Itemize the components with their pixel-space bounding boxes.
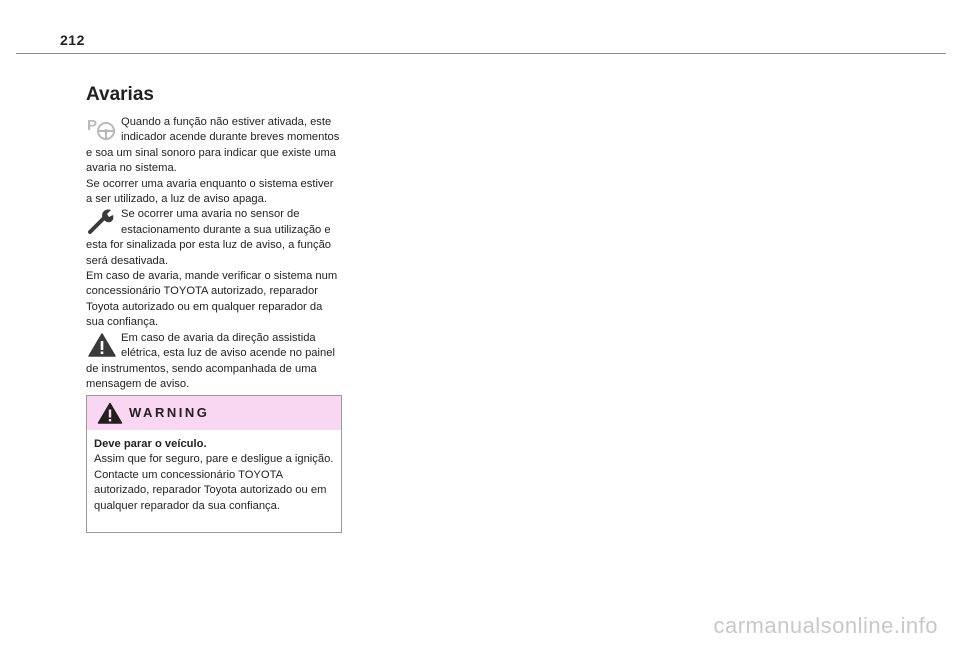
paragraph-text: Quando a função não estiver ativada, este indicador acende durante breves momentos e soa um sinal sonoro para indicar que existe uma avaria no sistema. — [86, 116, 340, 175]
warning-header — [87, 396, 341, 430]
warning-lead: Deve parar o veículo. — [94, 438, 207, 450]
header-divider — [16, 53, 946, 54]
paragraph-text: Em caso de avaria, mande verificar o sistema num concessionário TOYOTA autorizado, reparador Toyota autorizado ou em qualquer reparador da sua confiança. — [86, 270, 338, 329]
section-title: Avarias — [86, 84, 154, 105]
paragraph-with-icon — [86, 115, 342, 177]
paragraph-text: Se ocorrer uma avaria no sensor de estacionamento durante a sua utilização e esta for sinalizada por esta luz de aviso, a função será desativada. — [86, 208, 332, 267]
paragraph-text: Se ocorrer uma avaria enquanto o sistema estiver a ser utilizado, a luz de aviso apaga. — [86, 177, 334, 206]
paragraph-with-icon — [86, 331, 342, 393]
svg-text:P: P — [87, 117, 98, 134]
content-column — [86, 83, 342, 392]
warning-body — [87, 430, 341, 514]
warning-box — [86, 395, 342, 533]
warning-title: WARNING — [129, 405, 210, 420]
warning-line: Assim que for seguro, pare e desligue a ignição. — [94, 453, 334, 466]
warning-triangle-icon — [86, 331, 118, 359]
page-number: 212 — [60, 32, 85, 48]
warning-line: Contacte um concessionário TOYOTA autorizado, reparador Toyota autorizado ou em qualquer reparador da sua confiança. — [94, 468, 327, 512]
parking-sensor-steering-icon — [86, 115, 118, 143]
paragraph-text: Em caso de avaria da direção assistida elétrica, esta luz de aviso acende no painel de instrumentos, sendo acompanhada de uma mensagem de aviso. — [86, 331, 335, 390]
warning-triangle-icon — [97, 402, 123, 430]
watermark: carmanualsonline.info — [713, 613, 938, 638]
paragraph-with-icon — [86, 207, 342, 269]
wrench-icon — [86, 207, 118, 235]
